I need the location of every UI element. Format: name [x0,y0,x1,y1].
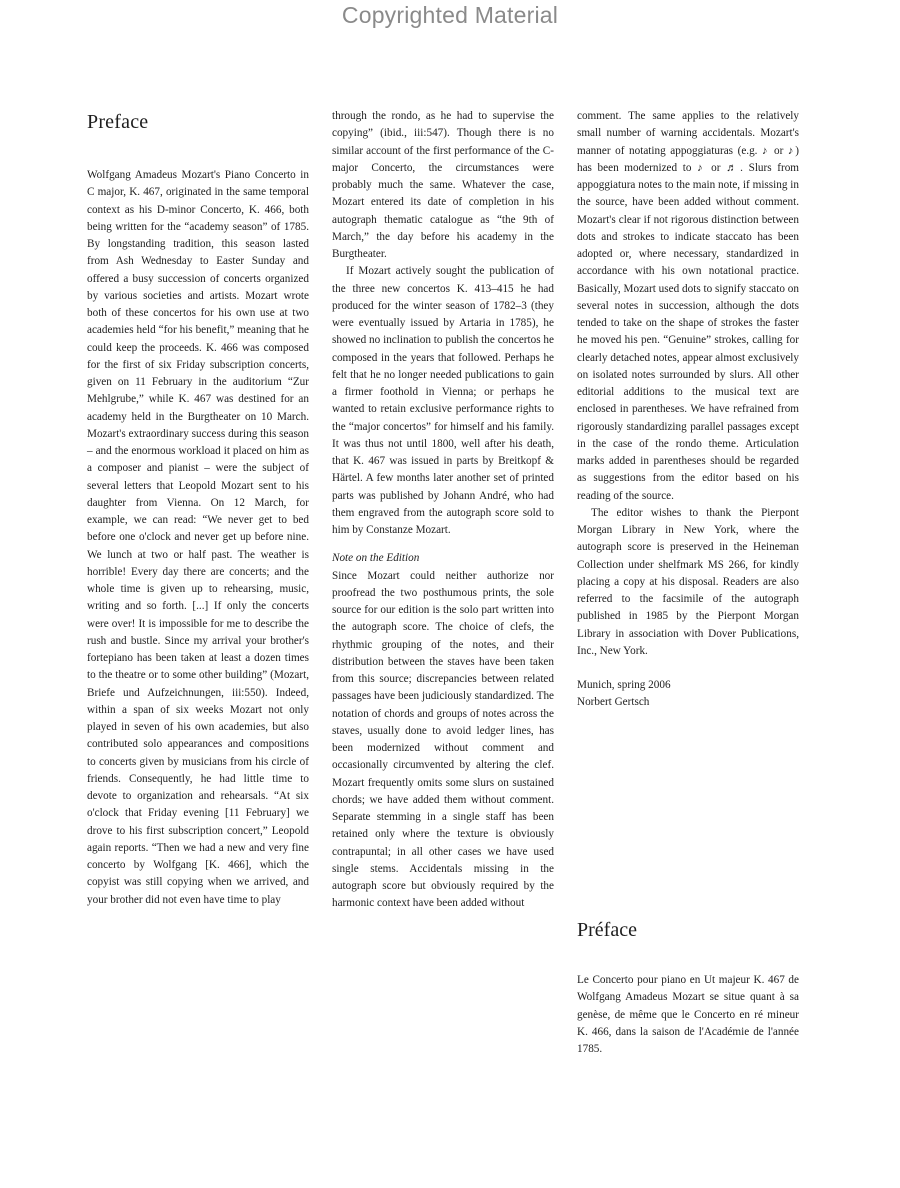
preface-paragraph: through the rondo, as he had to supervise the copying” (ibid., iii:547). Though there is no similar account of the first performance of the C-major Concerto, the circumstances were probably much the same. Whatever the case, Mozart entered its date of completion in his autograph thematic catalogue as “the 9th of March,” the day before his academy in the Burgtheater. [332,110,554,260]
french-preface-paragraph: Le Concerto pour piano en Ut majeur K. 467 de Wolfgang Amadeus Mozart se situe quant à sa genèse, de même que le Concerto en ré mineur K. 466, dans la saison de l'Académie de l'année 1785. [577,974,799,1055]
note-on-edition-heading: Note on the Edition [332,552,420,565]
preface-paragraph: The editor wishes to thank the Pierpont Morgan Library in New York, where the autograph score is preserved in the Heineman Collection under shelfmark MS 266, for kindly placing a copy at his disposal. Readers are also referred to the facsimile of the autograph published in 1985 by the Pierpont Morgan Library in association with Dover Publications, Inc., New York. [577,506,799,657]
preface-paragraph: Since Mozart could neither authorize nor proofread the two posthumous prints, the sole source for our edition is the solo part written into the autograph score. The choice of clefs, the rhythmic grouping of the notes, and their distribution between the staves have been taken from this source; discrepancies between related passages have been judiciously standardized. The notation of chords and groups of notes across the staves, usually done to avoid ledger lines, has been modernized without comment and occasionally circumvented by altering the clef. Mozart frequently omits some slurs on sustained chords; we have added them without comment. Separate stemming in a single staff has been retained only where the texture is obviously contrapuntal; in all other cases we have used single stems. Accidentals missing in the autograph score but obviously required by the harmonic context have been added without [332,569,554,910]
preface-column-2 [332,108,554,913]
preface-title: Preface [87,111,149,133]
preface-paragraph: comment. The same applies to the relatively small number of warning accidentals. Mozart's manner of notating appoggiaturas (e.g. ♪ or ♪) has been modernized to ♪ or ♬. Slurs from appoggiatura notes to the main note, if missing in the source, have been added without comment. Mozart's clear if not rigorous distinction between dots and strokes to indicate staccato has been adopted or, where necessary, standardized in accordance with his own notational practice. Basically, Mozart used dots to signify staccato on several notes in succession, although the dots tended to take on the shape of strokes the faster he moved his pen. “Genuine” strokes, calling for clearly detached notes, appear almost exclusively on isolated notes surrounded by slurs. All other editorial additions to the musical text are enclosed in parentheses. We have refrained from rigorously standardizing parallel passages except in the case of the rondo theme. Articulation marks added in parentheses should be regarded as suggestions from the editor based on his reading of the source. [577,110,799,502]
signature-place-date: Munich, spring 2006 [577,679,671,691]
signature-name: Norbert Gertsch [577,696,650,709]
preface-paragraph: If Mozart actively sought the publication of the three new concertos K. 413–415 he had produced for the winter season of 1782–3 (they were eventually issued by Artaria in 1785), he showed no inclination to publish the concertos he composed in the years that followed. Perhaps he felt that he no longer needed publications to gain a firmer foothold in Vienna; or perhaps he wanted to retain exclusive performance rights to the “major concertos” for himself and his family. It was thus not until 1800, well after his death, that K. 467 was issued in parts by Breitkopf & Härtel. A few months later another set of printed parts was published by Johann André, who had them engraved from the autograph score sold to him by Constanze Mozart. [332,265,554,536]
copyright-watermark: Copyrighted Material [341,2,559,28]
preface-column-1 [87,108,309,909]
preface-paragraph: Wolfgang Amadeus Mozart's Piano Concerto in C major, K. 467, originated in the same temporal context as his D-minor Concerto, K. 466, both being written for the “academy season” of 1785. By longstanding tradition, this season lasted from Ash Wednesday to Easter Sunday and offered a busy succession of concerts organized by various societies and artists. Mozart wrote both of these concertos for his own use at two academies held “for his benefit,” meaning that he could keep the proceeds. K. 466 was composed for the first of six Friday subscription concerts, given on 11 February in the auditorium “Zur Mehlgrube,” while K. 467 was destined for an academy held in the Burgtheater on 10 March. Mozart's extraordinary success during this season – and the enormous workload it placed on him as a composer and pianist – were the subject of several letters that Leopold Mozart sent to his daughter from Vienna. On 12 March, for example, we can read: “We never get to bed before one o'clock and never get up before nine. We lunch at two or half past. The weather is horrible! Every day there are concerts; and the whole time is given up to rehearsing, music, writing and so forth. [...] If only the concerts were over! It is impossible for me to describe the rush and bustle. Since my arrival your brother's fortepiano has been taken at least a dozen times to the theatre or to some other building” (Mozart, Briefe und Aufzeichnungen, iii:550). Indeed, within a span of six weeks Mozart not only played in seven of his own academies, but also contributed solo appearances and compositions to concerts given by musicians from his circle of friends. Consequently, he had little time to devote to organization and rehearsals. “At six o'clock that Friday evening [11 February] we drove to his first subscription concert,” Leopold again reports. “Then we had a new and very fine concerto by Wolfgang [K. 466], which the copyist was still copying when we arrived, and your brother did not even have time to play [87,169,309,906]
french-preface-title: Préface [577,919,637,941]
preface-column-3 [577,108,799,712]
